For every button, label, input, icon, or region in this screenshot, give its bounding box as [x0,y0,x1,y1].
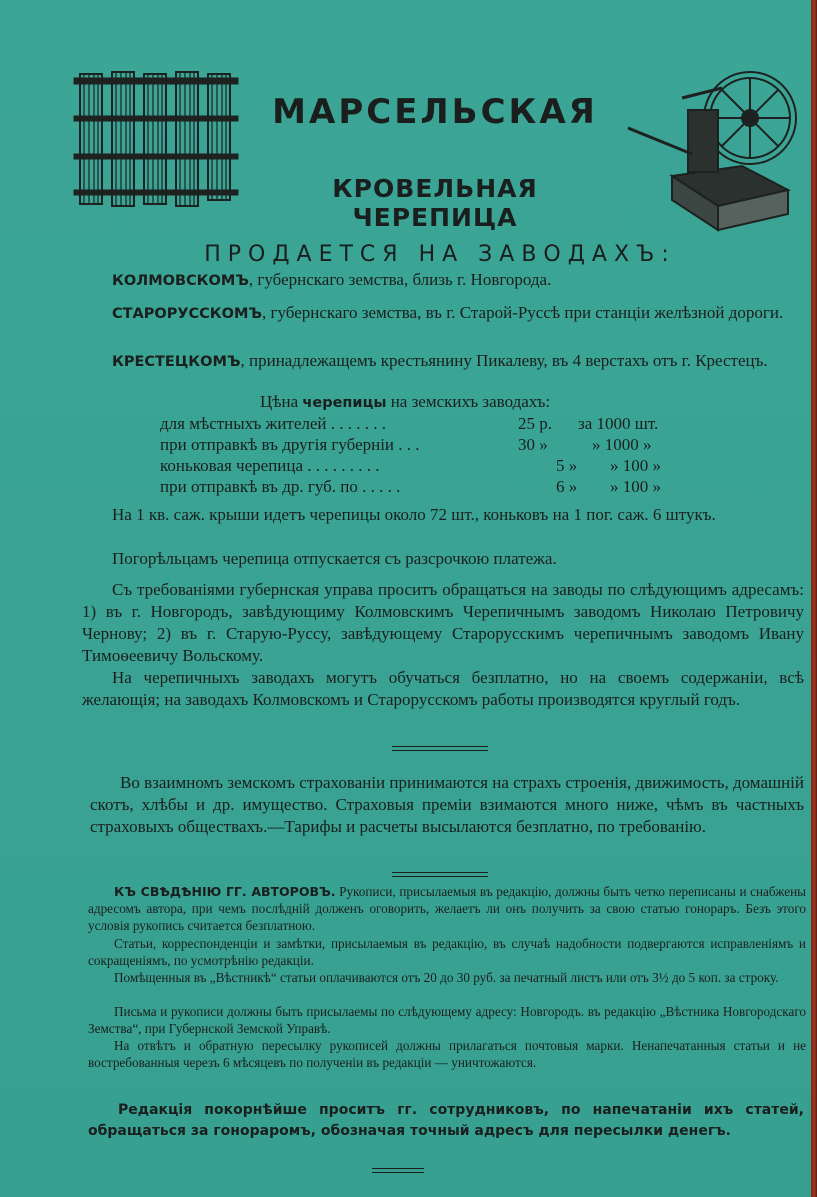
factory-text: , принадлежащемъ крестьянину Пикалеву, въ 4 верстахъ отъ г. Крестецъ. [240,351,768,370]
roof-tiles-illustration [72,68,242,216]
factory-name: СТАРОРУССКОМЪ [112,306,263,322]
factory-krestetsky [82,350,804,373]
authors-text: Рукописи, присылаемыя въ редакцію, должны быть четко переписаны и снабжены адресомъ автора, при чемъ послѣдній долженъ оговорить, желаетъ ли онъ получить за свою статью гонораръ. Безъ этого условія рукопись считается безплатною. [88,884,806,933]
divider [372,1168,424,1173]
divider [392,872,488,877]
price-value: 30 » [518,435,548,454]
sold-at-heading: ПРОДАЕТСЯ НА ЗАВОДАХЪ: [204,242,676,267]
price-row [160,456,661,476]
price-item: коньковая черепица . . . . . . . . . [160,456,380,475]
factory-name: КОЛМОВСКОМЪ [112,273,249,289]
authors-address: Письма и рукописи должны быть присылаемы по слѣдующему адресу: Новгородъ. въ редакцію „Вѣстника Новгородскаго Земства“, при Губернской Земской Управѣ. [88,1004,806,1036]
price-row [160,477,661,497]
authors-return: На отвѣтъ и обратную пересылку рукописей должны прилагаться почтовыя марки. Ненапечатанныя статьи и не востребованныя черезъ 6 мѣсяцевъ по полученіи въ редакціи — уничтожаются. [88,1038,806,1070]
authors-notice [88,884,806,935]
authors-payment: Помѣщенныя въ „Вѣстникѣ“ статьи оплачиваются отъ 20 до 30 руб. за печатный листъ или отъ 3½ до 5 коп. за строку. [114,970,779,985]
factory-text: , губернскаго земства, въ г. Старой-Руссѣ при станціи желѣзной дороги. [262,303,784,322]
requests-paragraph: Съ требованіями губернская управа проситъ обращаться на заводы по слѣдующимъ адресамъ: 1) въ г. Новгородъ, завѣдующиму Колмовскимъ Черепичнымъ заводомъ Николаю Петровичу Чернову; 2) въ г. Старую-Руссу, завѣдующему Старорусскимъ черепичнымъ заводомъ Ивану Тимоѳеевичу Вольскому. [82,580,804,665]
factory-kolmovsky [82,269,804,292]
fire-victims-paragraph: Погорѣльцамъ черепица отпускается съ разсрочкою платежа. [112,549,557,568]
price-value: 6 » [556,477,578,496]
training-paragraph: На черепичныхъ заводахъ могутъ обучаться безплатно, но на своемъ содержаніи, всѣ желающія; на заводахъ Колмовскомъ и Старорусскомъ работы производятся круглый годъ. [82,668,804,709]
price-qty: » 100 » [610,477,661,496]
price-value: 5 » [556,456,578,475]
authors-heading: КЪ СВѢДѢНІЮ ГГ. АВТОРОВЪ. [114,884,336,899]
tile-press-illustration [622,58,800,236]
price-item: для мѣстныхъ жителей . . . . . . . [160,414,387,433]
page-edge [811,0,817,1197]
divider [392,746,488,751]
closing-notice: Редакція покорнѣйше проситъ гг. сотрудниковъ, по напечатаніи ихъ статей, обращаться за гонораромъ, обозначая точный адресъ для пересылки денегъ. [88,1102,804,1139]
factory-name: КРЕСТЕЦКОМЪ [112,354,241,370]
price-qty: » 1000 » [592,435,652,454]
price-value: 25 р. [518,414,552,433]
per-sazhen-paragraph: На 1 кв. саж. крыши идетъ черепицы около 72 шт., коньковъ на 1 пог. саж. 6 штукъ. [112,505,716,524]
price-item: при отправкѣ въ др. губ. по . . . . . [160,477,401,496]
factory-starorussky [82,302,804,325]
price-item: при отправкѣ въ другія губерніи . . . [160,435,420,454]
price-qty: за 1000 шт. [578,414,659,433]
price-qty: » 100 » [610,456,661,475]
authors-editing: Статьи, корреспонденціи и замѣтки, присылаемыя въ редакцію, въ случаѣ надобности подвергаются исправленіямъ и сокращеніямъ, по усмотрѣнію редакціи. [88,936,806,968]
insurance-paragraph: Во взаимномъ земскомъ страхованіи принимаются на страхъ строенія, движимость, домашній скотъ, хлѣбы и др. имущество. Страховыя преміи взимаются много ниже, чѣмъ въ частныхъ страховыхъ обществахъ.—Тарифы и расчеты высылаются безплатно, по требованію. [90,773,804,836]
subtitle: КРОВЕЛЬНАЯ ЧЕРЕПИЦА [332,174,538,232]
title: МАРСЕЛЬСКАЯ [272,92,598,132]
price-row [160,414,659,434]
factory-text: , губернскаго земства, близь г. Новгорода. [248,270,552,289]
price-heading: Цѣна черепицы на земскихъ заводахъ: [260,392,551,411]
price-row [160,435,652,455]
